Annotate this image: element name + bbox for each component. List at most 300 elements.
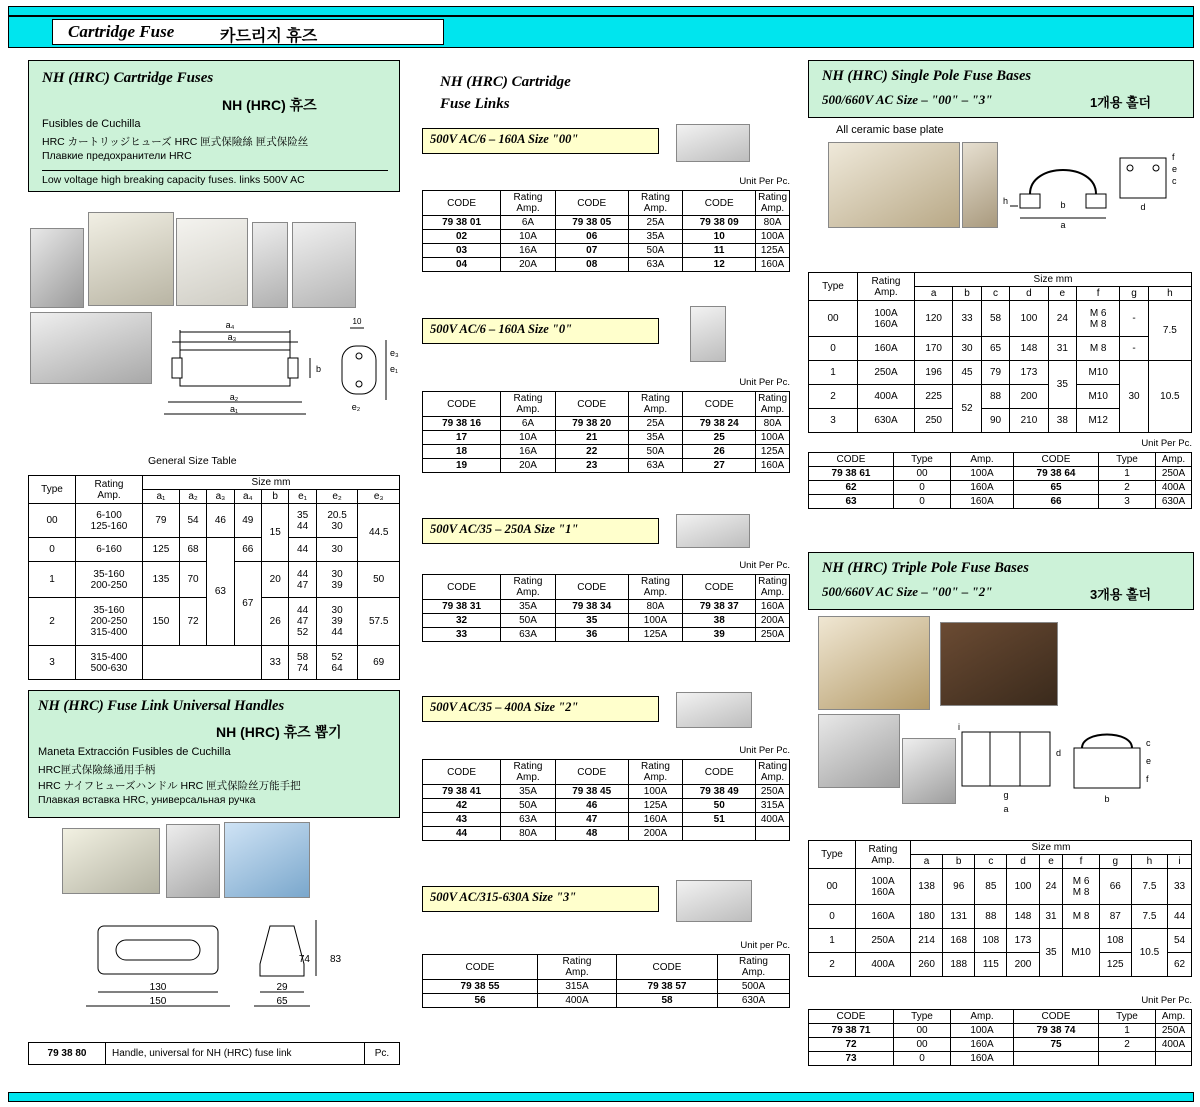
type-cell bbox=[1099, 1052, 1156, 1066]
table-row bbox=[423, 230, 790, 244]
tp-e: 24 bbox=[1039, 869, 1063, 905]
gs-a1: 150 bbox=[143, 598, 180, 646]
amp-cell: 6A bbox=[501, 417, 556, 431]
amp-cell: 50A bbox=[501, 799, 556, 813]
code-cell: 21 bbox=[555, 431, 628, 445]
single-pole-subtitle-kr: 1개용 홀더 bbox=[1090, 95, 1152, 110]
amp-cell: 315A bbox=[538, 980, 617, 994]
svg-text:a: a bbox=[1003, 804, 1009, 814]
table-row bbox=[809, 361, 1192, 385]
sp-g: - bbox=[1120, 337, 1148, 361]
group-3-unit: Unit per Pc. bbox=[740, 940, 790, 951]
sp-rating: 160A bbox=[858, 337, 915, 361]
table-row bbox=[423, 827, 790, 841]
svg-text:74: 74 bbox=[298, 954, 310, 965]
table-row bbox=[809, 869, 1192, 905]
triple-pole-order-table bbox=[808, 1009, 1192, 1066]
fuse-link-3-photo bbox=[676, 880, 752, 922]
cartridge-fuses-title-kr: NH (HRC) 휴즈 bbox=[222, 97, 317, 113]
type-cell: 2 bbox=[1099, 1038, 1156, 1052]
amp-cell: 80A bbox=[628, 600, 683, 614]
gs-rating: 35-160 200-250 315-400 bbox=[76, 598, 143, 646]
code-cell: 27 bbox=[683, 459, 756, 473]
amp-cell: 50A bbox=[501, 614, 556, 628]
triple-pole-subtitle: 500/660V AC Size – "00" – "2" bbox=[822, 584, 993, 599]
gs-e2: 30 39 44 bbox=[316, 598, 358, 646]
sp-d: 173 bbox=[1010, 361, 1048, 385]
tp-rating: 400A bbox=[856, 953, 911, 977]
tp-g: 66 bbox=[1099, 869, 1131, 905]
tp-f: M 6 M 8 bbox=[1063, 869, 1099, 905]
table-row bbox=[809, 301, 1192, 337]
g1-h-rating3: Rating Amp. bbox=[756, 575, 790, 600]
g1-h-code2: CODE bbox=[555, 575, 628, 600]
gs-h-type: Type bbox=[29, 476, 76, 504]
code-cell: 33 bbox=[423, 628, 501, 642]
amp-cell: 80A bbox=[756, 216, 790, 230]
code-cell bbox=[683, 827, 756, 841]
triple-pole-photo-2 bbox=[940, 622, 1058, 706]
sp-type: 2 bbox=[809, 385, 858, 409]
code-cell: 62 bbox=[809, 481, 894, 495]
gs-a2: 70 bbox=[179, 562, 206, 598]
code-cell: 79 38 16 bbox=[423, 417, 501, 431]
tp-d: 100 bbox=[1007, 869, 1039, 905]
amp-cell: 630A bbox=[718, 994, 790, 1008]
amp-cell bbox=[756, 827, 790, 841]
amp-cell: 400A bbox=[1156, 481, 1192, 495]
sp-type: 0 bbox=[809, 337, 858, 361]
sp-sub-b: b bbox=[953, 287, 981, 301]
tp-sub-a: a bbox=[911, 855, 943, 869]
type-cell: 1 bbox=[1099, 1024, 1156, 1038]
code-cell: 65 bbox=[1014, 481, 1099, 495]
fuse-photo-5 bbox=[292, 222, 356, 308]
g3-h-rating2: Rating Amp. bbox=[718, 955, 790, 980]
table-row bbox=[423, 445, 790, 459]
single-pole-title: NH (HRC) Single Pole Fuse Bases bbox=[822, 68, 1032, 84]
amp-cell: 10A bbox=[501, 230, 556, 244]
tp-sub-b: b bbox=[943, 855, 975, 869]
tp-a: 260 bbox=[911, 953, 943, 977]
type-cell: 0 bbox=[894, 481, 951, 495]
type-cell: 1 bbox=[1099, 467, 1156, 481]
gs-rating: 6-160 bbox=[76, 538, 143, 562]
sp-sub-e: e bbox=[1048, 287, 1076, 301]
gs-rating: 315-400 500-630 bbox=[76, 646, 143, 680]
table-row bbox=[29, 1043, 400, 1065]
group-1-unit: Unit Per Pc. bbox=[739, 560, 790, 571]
code-cell: 58 bbox=[617, 994, 718, 1008]
gs-e2: 52 64 bbox=[316, 646, 358, 680]
sp-rating: 400A bbox=[858, 385, 915, 409]
svg-text:e₃: e₃ bbox=[390, 348, 399, 358]
single-pole-unit: Unit Per Pc. bbox=[1141, 438, 1192, 449]
tp-rating: 160A bbox=[856, 905, 911, 929]
g3-h-rating1: Rating Amp. bbox=[538, 955, 617, 980]
amp-cell: 100A bbox=[951, 1024, 1014, 1038]
sp-h: 10.5 bbox=[1148, 361, 1191, 433]
sp-rating: 100A 160A bbox=[858, 301, 915, 337]
code-cell: 19 bbox=[423, 459, 501, 473]
gs-e1: 35 44 bbox=[289, 504, 316, 538]
table-row bbox=[29, 504, 400, 538]
type-cell: 00 bbox=[894, 467, 951, 481]
code-cell: 17 bbox=[423, 431, 501, 445]
general-size-table-caption: General Size Table bbox=[148, 455, 237, 467]
tp-sub-h: h bbox=[1131, 855, 1167, 869]
sp-rating: 630A bbox=[858, 409, 915, 433]
svg-text:130: 130 bbox=[149, 982, 167, 993]
svg-text:d: d bbox=[1140, 202, 1146, 212]
tp-sub-f: f bbox=[1063, 855, 1099, 869]
svg-text:e₁: e₁ bbox=[390, 364, 399, 374]
fuse-photo-6 bbox=[30, 312, 152, 384]
gs-sub-a4: a₄ bbox=[234, 490, 261, 504]
fuse-photo-2 bbox=[88, 212, 174, 306]
handle-order-table bbox=[28, 1042, 400, 1065]
code-cell: 50 bbox=[683, 799, 756, 813]
sp-sub-f: f bbox=[1077, 287, 1120, 301]
g00-h-rating1: Rating Amp. bbox=[501, 191, 556, 216]
fuse-photo-4 bbox=[252, 222, 288, 308]
sp-f: M 8 bbox=[1077, 337, 1120, 361]
amp-cell: 125A bbox=[756, 244, 790, 258]
g3-h-code1: CODE bbox=[423, 955, 538, 980]
tpo-h-amp1: Amp. bbox=[951, 1010, 1014, 1024]
g2-h-code2: CODE bbox=[555, 760, 628, 785]
tp-e: 31 bbox=[1039, 905, 1063, 929]
g0-h-code1: CODE bbox=[423, 392, 501, 417]
amp-cell bbox=[1156, 1052, 1192, 1066]
code-cell: 11 bbox=[683, 244, 756, 258]
svg-text:65: 65 bbox=[276, 996, 288, 1007]
table-row bbox=[423, 813, 790, 827]
table-row bbox=[423, 216, 790, 230]
code-cell: 25 bbox=[683, 431, 756, 445]
code-cell: 63 bbox=[809, 495, 894, 509]
sp-e: 38 bbox=[1048, 409, 1076, 433]
tp-c: 108 bbox=[975, 929, 1007, 953]
spo-h-code2: CODE bbox=[1014, 453, 1099, 467]
cartridge-fuses-line-1: HRC カートリッジヒューズ HRC 匣式保險絲 匣式保险丝 bbox=[42, 136, 309, 148]
tp-sub-i: i bbox=[1168, 855, 1192, 869]
gs-sub-b: b bbox=[262, 490, 289, 504]
triple-pole-photo-3 bbox=[818, 714, 900, 788]
sp-g: - bbox=[1120, 301, 1148, 337]
group-0-unit: Unit Per Pc. bbox=[739, 377, 790, 388]
group-00-caption: 500V AC/6 – 160A Size "00" bbox=[430, 132, 579, 146]
tp-g: 108 bbox=[1099, 929, 1131, 953]
sp-d: 210 bbox=[1010, 409, 1048, 433]
table-row bbox=[423, 244, 790, 258]
code-cell: 35 bbox=[555, 614, 628, 628]
group-1-table bbox=[422, 574, 790, 642]
sp-a: 196 bbox=[915, 361, 953, 385]
code-cell: 79 38 41 bbox=[423, 785, 501, 799]
amp-cell: 16A bbox=[501, 244, 556, 258]
sp-e: 31 bbox=[1048, 337, 1076, 361]
type-cell: 00 bbox=[894, 1038, 951, 1052]
amp-cell: 125A bbox=[628, 799, 683, 813]
sp-f: M12 bbox=[1077, 409, 1120, 433]
gs-h-rating: Rating Amp. bbox=[76, 476, 143, 504]
triple-pole-dimension-drawing bbox=[956, 716, 1186, 820]
sp-f: M10 bbox=[1077, 361, 1120, 385]
handles-title-kr: NH (HRC) 휴즈 뽑기 bbox=[216, 724, 342, 740]
tp-i: 54 bbox=[1168, 929, 1192, 953]
svg-text:a₃: a₃ bbox=[227, 332, 237, 342]
handles-title: NH (HRC) Fuse Link Universal Handles bbox=[38, 698, 285, 714]
gs-e3: 69 bbox=[358, 646, 400, 680]
code-cell: 79 38 34 bbox=[555, 600, 628, 614]
gs-type: 00 bbox=[29, 504, 76, 538]
table-row bbox=[423, 628, 790, 642]
table-row bbox=[423, 459, 790, 473]
table-row bbox=[809, 467, 1192, 481]
table-row bbox=[423, 431, 790, 445]
gs-h-size: Size mm bbox=[143, 476, 400, 490]
tpo-h-type2: Type bbox=[1099, 1010, 1156, 1024]
triple-pole-unit: Unit Per Pc. bbox=[1141, 995, 1192, 1006]
code-cell: 79 38 55 bbox=[423, 980, 538, 994]
code-cell: 48 bbox=[555, 827, 628, 841]
group-0-caption: 500V AC/6 – 160A Size "0" bbox=[430, 322, 573, 336]
table-row bbox=[29, 646, 400, 680]
amp-cell: 80A bbox=[756, 417, 790, 431]
code-cell: 79 38 05 bbox=[555, 216, 628, 230]
amp-cell: 35A bbox=[501, 600, 556, 614]
sp-b: 33 bbox=[953, 301, 981, 337]
svg-text:e: e bbox=[1172, 164, 1178, 174]
amp-cell: 250A bbox=[756, 628, 790, 642]
tp-h: 7.5 bbox=[1131, 869, 1167, 905]
code-cell: 07 bbox=[555, 244, 628, 258]
gs-type: 2 bbox=[29, 598, 76, 646]
amp-cell: 160A bbox=[951, 481, 1014, 495]
svg-text:i: i bbox=[958, 722, 960, 732]
table-row bbox=[423, 980, 790, 994]
code-cell: 47 bbox=[555, 813, 628, 827]
g3-h-code2: CODE bbox=[617, 955, 718, 980]
amp-cell: 35A bbox=[501, 785, 556, 799]
tpo-h-code1: CODE bbox=[809, 1010, 894, 1024]
spo-h-code1: CODE bbox=[809, 453, 894, 467]
code-cell: 79 38 57 bbox=[617, 980, 718, 994]
code-cell: 23 bbox=[555, 459, 628, 473]
tp-a: 138 bbox=[911, 869, 943, 905]
code-cell: 26 bbox=[683, 445, 756, 459]
table-row bbox=[809, 481, 1192, 495]
fuse-photo-3 bbox=[176, 218, 248, 306]
amp-cell: 6A bbox=[501, 216, 556, 230]
tp-b: 188 bbox=[943, 953, 975, 977]
amp-cell: 35A bbox=[628, 230, 683, 244]
tp-sub-e: e bbox=[1039, 855, 1063, 869]
sp-f: M 6 M 8 bbox=[1077, 301, 1120, 337]
triple-pole-subtitle-kr: 3개용 홀더 bbox=[1090, 587, 1152, 602]
amp-cell: 25A bbox=[628, 216, 683, 230]
spo-h-amp1: Amp. bbox=[951, 453, 1014, 467]
gs-a1: 125 bbox=[143, 538, 180, 562]
sp-sub-a: a bbox=[915, 287, 953, 301]
code-cell: 03 bbox=[423, 244, 501, 258]
amp-cell: 100A bbox=[951, 467, 1014, 481]
amp-cell: 125A bbox=[628, 628, 683, 642]
code-cell: 79 38 20 bbox=[555, 417, 628, 431]
table-row bbox=[809, 905, 1192, 929]
table-row bbox=[423, 799, 790, 813]
tp-h-type: Type bbox=[809, 841, 856, 869]
tp-a: 180 bbox=[911, 905, 943, 929]
page-title-kr: 카드리지 휴즈 bbox=[220, 28, 318, 45]
sp-h: 7.5 bbox=[1148, 301, 1191, 361]
code-cell: 12 bbox=[683, 258, 756, 272]
svg-text:h: h bbox=[1002, 196, 1008, 206]
svg-text:f: f bbox=[1146, 774, 1149, 784]
tp-a: 214 bbox=[911, 929, 943, 953]
tp-b: 131 bbox=[943, 905, 975, 929]
tp-b: 96 bbox=[943, 869, 975, 905]
svg-text:c: c bbox=[1172, 176, 1177, 186]
spo-h-type1: Type bbox=[894, 453, 951, 467]
gs-a1: 135 bbox=[143, 562, 180, 598]
sp-h-rating: Rating Amp. bbox=[858, 273, 915, 301]
gs-blank bbox=[143, 646, 262, 680]
single-pole-note: All ceramic base plate bbox=[836, 124, 944, 136]
amp-cell: 160A bbox=[756, 459, 790, 473]
gs-e3: 50 bbox=[358, 562, 400, 598]
gs-e1: 44 47 bbox=[289, 562, 316, 598]
tp-type: 1 bbox=[809, 929, 856, 953]
amp-cell: 160A bbox=[756, 600, 790, 614]
handle-photo-1 bbox=[62, 828, 160, 894]
amp-cell: 160A bbox=[951, 495, 1014, 509]
sp-c: 58 bbox=[981, 301, 1009, 337]
page-title-en: Cartridge Fuse bbox=[68, 22, 175, 41]
gs-e1: 44 47 52 bbox=[289, 598, 316, 646]
tp-i: 62 bbox=[1168, 953, 1192, 977]
svg-text:29: 29 bbox=[276, 982, 288, 993]
fuse-photo-1 bbox=[30, 228, 84, 308]
code-cell: 43 bbox=[423, 813, 501, 827]
amp-cell: 125A bbox=[756, 445, 790, 459]
svg-text:83: 83 bbox=[330, 954, 342, 965]
code-cell: 08 bbox=[555, 258, 628, 272]
g0-h-rating3: Rating Amp. bbox=[756, 392, 790, 417]
table-row bbox=[423, 417, 790, 431]
amp-cell: 250A bbox=[756, 785, 790, 799]
code-cell: 79 38 49 bbox=[683, 785, 756, 799]
gs-type: 0 bbox=[29, 538, 76, 562]
gs-e2: 30 bbox=[316, 538, 358, 562]
svg-text:e₂: e₂ bbox=[351, 402, 361, 412]
code-cell: 44 bbox=[423, 827, 501, 841]
code-cell: 79 38 09 bbox=[683, 216, 756, 230]
gs-type: 1 bbox=[29, 562, 76, 598]
sp-h-size: Size mm bbox=[915, 273, 1192, 287]
sp-b: 52 bbox=[953, 385, 981, 433]
type-cell: 0 bbox=[894, 495, 951, 509]
svg-text:a₂: a₂ bbox=[229, 392, 239, 402]
svg-text:f: f bbox=[1172, 152, 1175, 162]
sp-h-type: Type bbox=[809, 273, 858, 301]
gs-e2: 20.5 30 bbox=[316, 504, 358, 538]
code-cell: 79 38 45 bbox=[555, 785, 628, 799]
table-row bbox=[809, 1052, 1192, 1066]
table-row bbox=[423, 785, 790, 799]
sp-f: M10 bbox=[1077, 385, 1120, 409]
svg-text:g: g bbox=[1003, 790, 1009, 800]
code-cell: 02 bbox=[423, 230, 501, 244]
cartridge-fuses-line-3: Low voltage high breaking capacity fuses. links 500V AC bbox=[42, 170, 388, 186]
spo-h-amp2: Amp. bbox=[1156, 453, 1192, 467]
code-cell: 79 38 61 bbox=[809, 467, 894, 481]
amp-cell: 20A bbox=[501, 459, 556, 473]
code-cell: 51 bbox=[683, 813, 756, 827]
g0-h-rating1: Rating Amp. bbox=[501, 392, 556, 417]
tp-i: 33 bbox=[1168, 869, 1192, 905]
code-cell: 32 bbox=[423, 614, 501, 628]
amp-cell: 100A bbox=[628, 614, 683, 628]
amp-cell: 35A bbox=[628, 431, 683, 445]
g2-h-code3: CODE bbox=[683, 760, 756, 785]
svg-text:a₄: a₄ bbox=[225, 320, 235, 330]
cartridge-fuses-title: NH (HRC) Cartridge Fuses bbox=[42, 70, 214, 86]
amp-cell: 63A bbox=[628, 459, 683, 473]
gs-b: 20 bbox=[262, 562, 289, 598]
tp-type: 2 bbox=[809, 953, 856, 977]
triple-pole-photo-1 bbox=[818, 616, 930, 710]
gs-e1: 58 74 bbox=[289, 646, 316, 680]
tp-rating: 100A 160A bbox=[856, 869, 911, 905]
group-2-caption: 500V AC/35 – 400A Size "2" bbox=[430, 700, 579, 714]
gs-a3: 63 bbox=[207, 538, 234, 646]
sp-rating: 250A bbox=[858, 361, 915, 385]
g1-h-rating1: Rating Amp. bbox=[501, 575, 556, 600]
tp-sub-d: d bbox=[1007, 855, 1039, 869]
table-row bbox=[423, 258, 790, 272]
triple-pole-photo-4 bbox=[902, 738, 956, 804]
tp-g: 87 bbox=[1099, 905, 1131, 929]
tp-type: 00 bbox=[809, 869, 856, 905]
sp-d: 148 bbox=[1010, 337, 1048, 361]
sp-sub-g: g bbox=[1120, 287, 1148, 301]
type-cell: 3 bbox=[1099, 495, 1156, 509]
amp-cell: 400A bbox=[1156, 1038, 1192, 1052]
tp-c: 115 bbox=[975, 953, 1007, 977]
handle-unit: Pc. bbox=[365, 1043, 400, 1065]
sp-d: 100 bbox=[1010, 301, 1048, 337]
gs-sub-a3: a₃ bbox=[207, 490, 234, 504]
g1-h-rating2: Rating Amp. bbox=[628, 575, 683, 600]
table-row bbox=[423, 614, 790, 628]
amp-cell: 25A bbox=[628, 417, 683, 431]
g0-h-code3: CODE bbox=[683, 392, 756, 417]
gs-e2: 30 39 bbox=[316, 562, 358, 598]
svg-text:e: e bbox=[1146, 756, 1152, 766]
amp-cell: 63A bbox=[628, 258, 683, 272]
single-pole-photo-2 bbox=[962, 142, 998, 228]
table-row bbox=[809, 495, 1192, 509]
table-row bbox=[423, 600, 790, 614]
tp-i: 44 bbox=[1168, 905, 1192, 929]
code-cell: 18 bbox=[423, 445, 501, 459]
type-cell: 00 bbox=[894, 1024, 951, 1038]
svg-text:10: 10 bbox=[352, 317, 362, 326]
amp-cell: 16A bbox=[501, 445, 556, 459]
code-cell: 38 bbox=[683, 614, 756, 628]
